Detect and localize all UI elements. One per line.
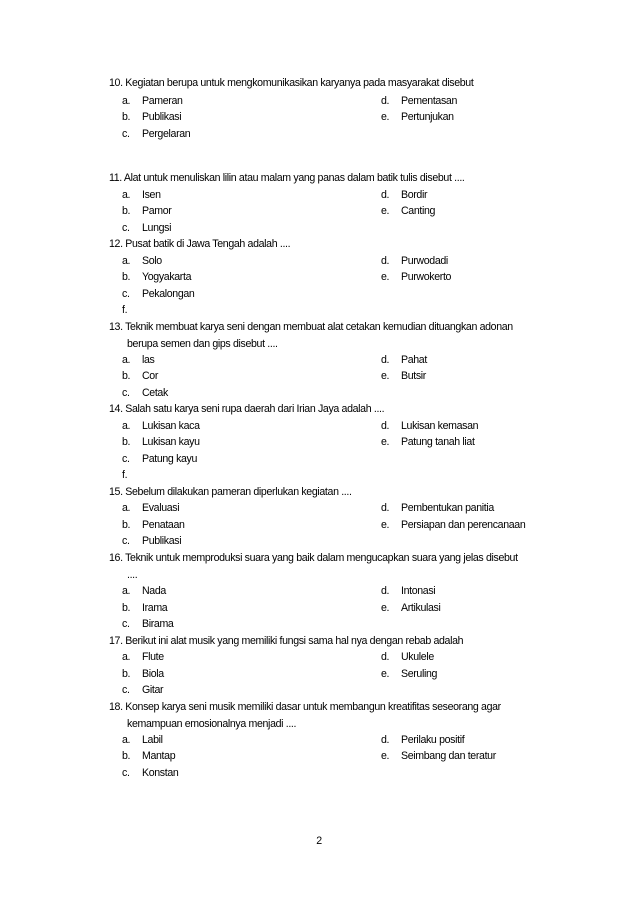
option-d: d. Bordir [381, 189, 428, 201]
option-e: e. Artikulasi [381, 602, 441, 614]
option-b: b. Mantap [122, 750, 176, 762]
option-text: Bordir [401, 189, 428, 201]
option-text: Pementasan [401, 95, 457, 107]
option-text: Publikasi [142, 535, 182, 547]
option-text: Isen [142, 189, 161, 201]
option-text: Flute [142, 651, 164, 663]
option-c: c. Pekalongan [122, 288, 195, 300]
option-text: Publikasi [142, 111, 182, 123]
page-number: 2 [316, 835, 322, 847]
option-a: a. Flute [122, 651, 164, 663]
option-text: Patung tanah liat [401, 436, 475, 448]
stray-option-label: f. [122, 469, 128, 481]
question-text: 13. Teknik membuat karya seni dengan membuat alat cetakan kemudian dituangkan adonan [109, 321, 513, 333]
option-b: b. Lukisan kayu [122, 436, 200, 448]
option-d: d. Pahat [381, 354, 427, 366]
option-d: d. Intonasi [381, 585, 436, 597]
option-text: Yogyakarta [142, 271, 192, 283]
question-14 [109, 401, 564, 418]
option-e: e. Seimbang dan teratur [381, 750, 496, 762]
option-text: Patung kayu [142, 453, 198, 465]
question-text: 14. Salah satu karya seni rupa daerah dari Irian Jaya adalah .... [109, 403, 385, 415]
option-text: Solo [142, 255, 162, 267]
option-b: b. Cor [122, 370, 159, 382]
option-text: Canting [401, 205, 436, 217]
option-text: Intonasi [401, 585, 436, 597]
option-text: Penataan [142, 519, 185, 531]
option-d: d. Pementasan [381, 95, 457, 107]
option-d: d. Lukisan kemasan [381, 420, 479, 432]
option-text: Gitar [142, 684, 164, 696]
option-text: Biola [142, 668, 164, 680]
option-text: Pergelaran [142, 128, 191, 140]
stray-option-label: f. [122, 304, 128, 316]
option-b: b. Irama [122, 602, 168, 614]
option-text: Cetak [142, 387, 168, 399]
option-text: Pekalongan [142, 288, 195, 300]
option-text: Pembentukan panitia [401, 502, 494, 514]
question-15 [109, 484, 564, 501]
option-text: Nada [142, 585, 166, 597]
option-c: c. Konstan [122, 767, 179, 779]
option-text: Purwokerto [401, 271, 452, 283]
option-text: Lukisan kaca [142, 420, 200, 432]
option-a: a. Solo [122, 255, 162, 267]
option-text: Lungsi [142, 222, 172, 234]
option-text: Labil [142, 734, 163, 746]
option-a: a. Evaluasi [122, 502, 180, 514]
option-a: a. las [122, 354, 155, 366]
question-text: 15. Sebelum dilakukan pameran diperlukan kegiatan .... [109, 486, 352, 498]
question-13 [109, 319, 564, 352]
option-text: Lukisan kemasan [401, 420, 479, 432]
option-text: Seimbang dan teratur [401, 750, 496, 762]
option-text: Pameran [142, 95, 183, 107]
option-text: Birama [142, 618, 174, 630]
option-text: Pertunjukan [401, 111, 454, 123]
option-d: d. Perilaku positif [381, 734, 465, 746]
option-d: d. Pembentukan panitia [381, 502, 494, 514]
option-e: e. Patung tanah liat [381, 436, 475, 448]
option-c: c. Cetak [122, 387, 168, 399]
question-text: 12. Pusat batik di Jawa Tengah adalah .... [109, 238, 291, 250]
option-text: Artikulasi [401, 602, 441, 614]
option-text: Pahat [401, 354, 427, 366]
option-d: d. Ukulele [381, 651, 434, 663]
option-text: Perilaku positif [401, 734, 465, 746]
option-text: Persiapan dan perencanaan [401, 519, 526, 531]
option-text: Cor [142, 370, 159, 382]
option-text: Konstan [142, 767, 179, 779]
question-text-continued: kemampuan emosionalnya menjadi .... [127, 717, 297, 730]
question-text-continued: berupa semen dan gips disebut .... [127, 337, 278, 350]
option-a: a. Labil [122, 734, 163, 746]
option-e: e. Pertunjukan [381, 111, 454, 123]
option-text: Pamor [142, 205, 172, 217]
option-b: b. Publikasi [122, 111, 182, 123]
option-text: las [142, 354, 155, 366]
option-a: a. Isen [122, 189, 161, 201]
option-c: c. Lungsi [122, 222, 172, 234]
option-a: a. Pameran [122, 95, 183, 107]
option-c: c. Patung kayu [122, 453, 198, 465]
question-17 [109, 633, 564, 650]
question-12 [109, 236, 564, 253]
option-text: Purwodadi [401, 255, 448, 267]
option-a: a. Nada [122, 585, 166, 597]
question-text-continued: .... [127, 568, 138, 581]
option-c: c. Gitar [122, 684, 164, 696]
option-text: Irama [142, 602, 168, 614]
question-text: 18. Konsep karya seni musik memiliki dasar untuk membangun kreatifitas seseorang agar [109, 701, 501, 713]
option-b: b. Yogyakarta [122, 271, 192, 283]
option-text: Mantap [142, 750, 176, 762]
option-e: e. Seruling [381, 668, 438, 680]
question-text: 11. Alat untuk menuliskan lilin atau malam yang panas dalam batik tulis disebut .... [109, 172, 465, 184]
option-b: b. Pamor [122, 205, 172, 217]
option-text: Seruling [401, 668, 438, 680]
option-b: b. Biola [122, 668, 164, 680]
option-text: Lukisan kayu [142, 436, 200, 448]
question-11 [109, 170, 564, 187]
question-text: 17. Berikut ini alat musik yang memiliki fungsi sama hal nya dengan rebab adalah [109, 635, 464, 647]
question-18 [109, 699, 564, 732]
option-d: d. Purwodadi [381, 255, 448, 267]
option-c: c. Pergelaran [122, 128, 191, 140]
option-text: Evaluasi [142, 502, 180, 514]
option-e: e. Purwokerto [381, 271, 452, 283]
question-text: 16. Teknik untuk memproduksi suara yang baik dalam mengucapkan suara yang jelas disebut [109, 552, 518, 564]
question-text: 10. Kegiatan berupa untuk mengkomunikasikan karyanya pada masyarakat disebut [109, 77, 474, 89]
option-c: c. Birama [122, 618, 174, 630]
question-10 [109, 75, 564, 92]
question-16 [109, 550, 564, 583]
option-b: b. Penataan [122, 519, 185, 531]
option-text: Ukulele [401, 651, 434, 663]
option-text: Butsir [401, 370, 426, 382]
option-c: c. Publikasi [122, 535, 182, 547]
option-a: a. Lukisan kaca [122, 420, 200, 432]
option-e: e. Persiapan dan perencanaan [381, 519, 526, 531]
option-e: e. Canting [381, 205, 436, 217]
option-e: e. Butsir [381, 370, 426, 382]
